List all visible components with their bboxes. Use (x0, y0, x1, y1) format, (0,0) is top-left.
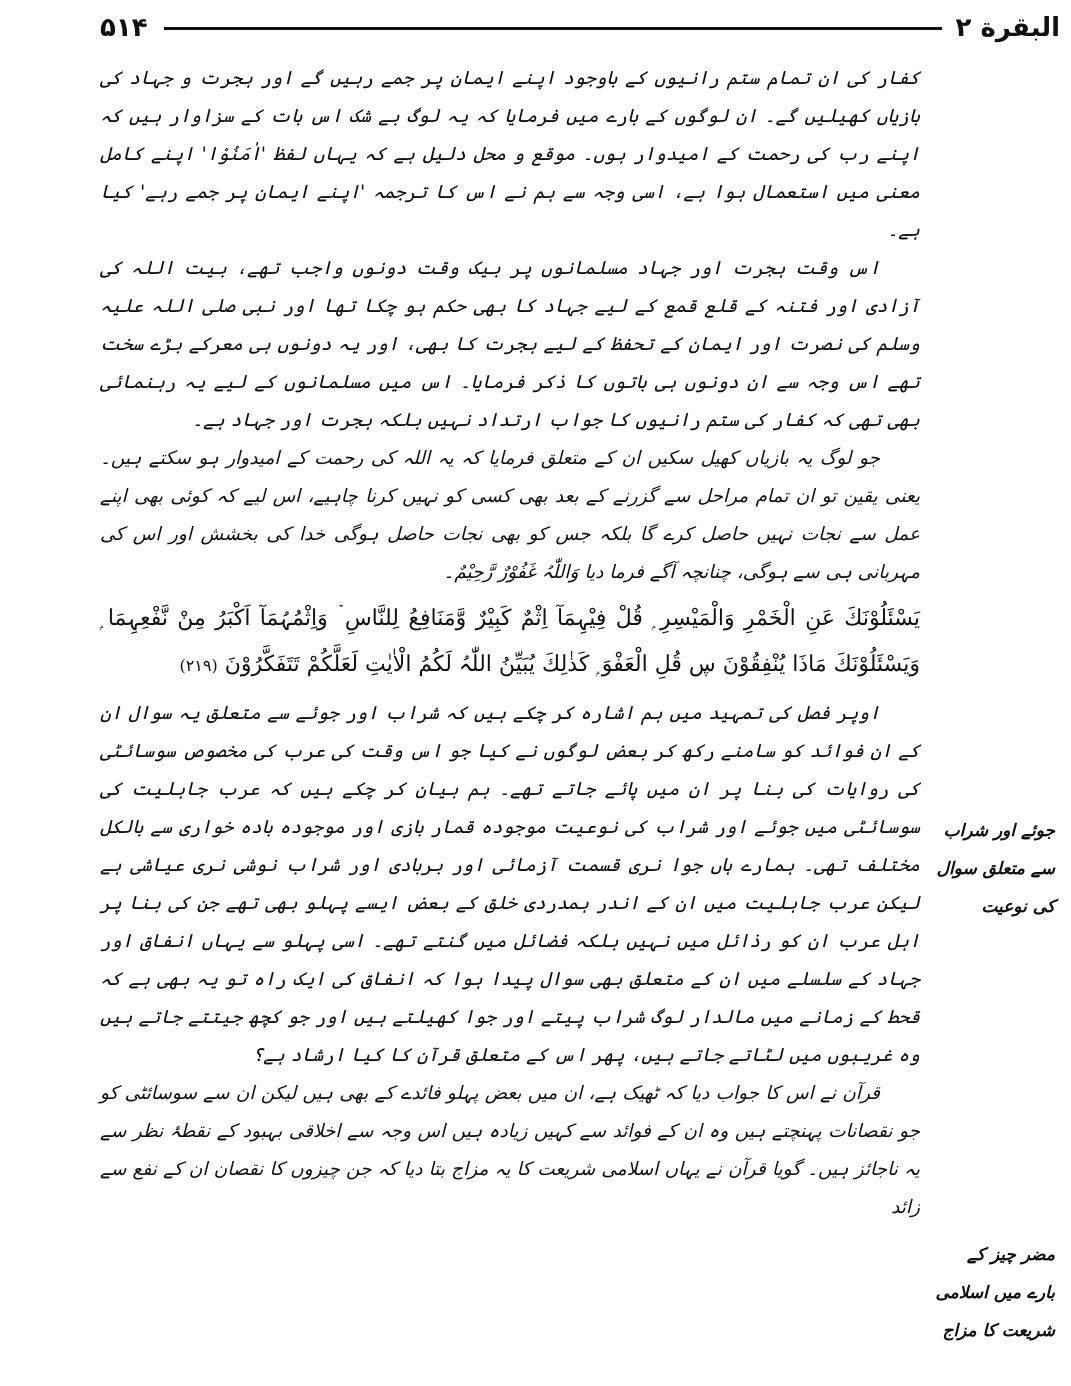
header-rule (164, 27, 942, 30)
verse-number: (۲۱۹) (179, 656, 218, 675)
paragraph: اس وقت ہجرت اور جہاد مسلمانوں پر بیک وقت دونوں واجب تھے، بیت اللہ کی آزادی اور فتنہ کے قلع قمع کے لیے جہاد کا بھی حکم ہو چکا تھا اور نبی صلی اللہ علیہ وسلم کی نصرت اور ایمان کے تحفظ کے لیے ہجرت کا بھی، اور یہ دونوں ہی معرکے بڑے سخت تھے اس وجہ سے ان دونوں ہی باتوں کا ذکر فرمایا۔ اس میں مسلمانوں کے لیے یہ رہنمائی بھی تھی کہ کفار کی ستم رانیوں کا جواب ارتداد نہیں بلکہ ہجرت اور جہاد ہے۔ (100, 258, 920, 431)
page-number: ۵۱۴ (100, 13, 148, 43)
page-body (100, 60, 920, 1227)
paragraph: اوپر فصل کی تمہید میں ہم اشارہ کر چکے ہیں کہ شراب اور جوئے سے متعلق یہ سوال ان کے ان فوائد کو سامنے رکھ کر بعض لوگوں نے کیا جو اس وقت کی عرب کی مخصوص سوسائٹی کی روایات کی بنا پر ان میں پائے جاتے تھے۔ ہم بیان کر چکے ہیں کہ عرب جاہلیت کی سوسائٹی میں جوئے اور شراب کی نوعیت موجودہ قمار بازی اور موجودہ بادہ خواری سے بالکل مختلف تھی۔ ہمارے ہاں جوا نری قسمت آزمائی اور بربادی اور شراب نوشی نری عیاشی ہے لیکن عرب جاہلیت میں ان کے اندر ہمدردی خلق کے بعض ایسے پہلو بھی تھے جن کی بنا پر اہل عرب ان کو رذائل میں نہیں بلکہ فضائل میں گنتے تھے۔ اسی پہلو سے یہاں انفاق اور جہاد کے سلسلے میں ان کے متعلق بھی سوال پیدا ہوا کہ انفاق کی ایک راہ تو یہ بھی ہے کہ قحط کے زمانے میں مالدار لوگ شراب پیتے اور جوا کھیلتے ہیں اور جو کچھ جیتتے جاتے ہیں وہ غریبوں میں لٹاتے جاتے ہیں، پھر اس کے متعلق قرآن کا کیا ارشاد ہے؟ (100, 703, 920, 1066)
margin-note: جوئے اور شراب سے متعلق سوال کی نوعیت (936, 821, 1055, 917)
paragraph: قرآن نے اس کا جواب دیا کہ ٹھیک ہے، ان میں بعض پہلو فائدے کے بھی ہیں لیکن ان سے سوسائٹی کو جو نقصانات پہنچتے ہیں وہ ان کے فوائد سے کہیں زیادہ ہیں اس وجہ سے اخلاقی بہبود کے نقطۂ نظر سے یہ ناجائز ہیں۔ گویا قرآن نے یہاں اسلامی شریعت کا یہ مزاج بتا دیا کہ جن چیزوں کا نقصان ان کے نفع سے زائد (100, 1083, 920, 1218)
quran-verse (100, 596, 920, 689)
margin-note: مضر چیز کے بارے میں اسلامی شریعت کا مزاج (935, 1245, 1055, 1341)
verse-text: یَسْئَلُوْنَكَ عَنِ الْخَمْرِ وَالْمَیْسِرِ ۭ قُلْ فِیْہِمَآ اِثْمٌ كَبِیْرٌ وَّمَنَافِعُ لِلنَّاسِ ۡ وَاِثْمُہُمَآ اَكْبَرُ مِنْ نَّفْعِہِمَا ۭ وَیَسْئَلُوْنَكَ مَاذَا یُنْفِقُوْنَ ڛ قُلِ الْعَفْوَ ۭ كَذٰلِكَ یُبَیِّنُ اللّٰہُ لَكُمُ الْاٰیٰتِ لَعَلَّكُمْ تَتَفَكَّرُوْنَ (100, 606, 920, 677)
surah-title: البقرة ٢ (955, 13, 1060, 43)
paragraph: کفار کی ان تمام ستم رانیوں کے باوجود اپنے ایمان پر جمے رہیں گے اور ہجرت و جہاد کی بازیاں کھیلیں گے۔ ان لوگوں کے بارے میں فرمایا کہ یہ لوگ بے شک اس بات کے سزاوار ہیں کہ اپنے رب کی رحمت کے امیدوار ہوں۔ موقع و محل دلیل ہے کہ یہاں لفظ 'اٰمَنُوْا' اپنے کامل معنی میں استعمال ہوا ہے، اسی وجہ سے ہم نے اس کا ترجمہ 'اپنے ایمان پر جمے رہے' کیا ہے۔ (100, 68, 920, 241)
page-header (100, 8, 1060, 48)
paragraph: جو لوگ یہ بازیاں کھیل سکیں ان کے متعلق فرمایا کہ یہ اللہ کی رحمت کے امیدوار ہو سکتے ہیں۔ یعنی یقین تو ان تمام مراحل سے گزرنے کے بعد بھی کسی کو نہیں کرنا چاہیے، اس لیے کہ کوئی بھی اپنے عمل سے نجات نہیں حاصل کرے گا بلکہ جس کو بھی نجات حاصل ہوگی خدا کی بخشش اور اس کی مہربانی ہی سے ہوگی، چنانچہ آگے فرما دیا وَاللّٰہُ غَفُوْرٌ رَّحِیْمٌ۔ (100, 448, 920, 583)
